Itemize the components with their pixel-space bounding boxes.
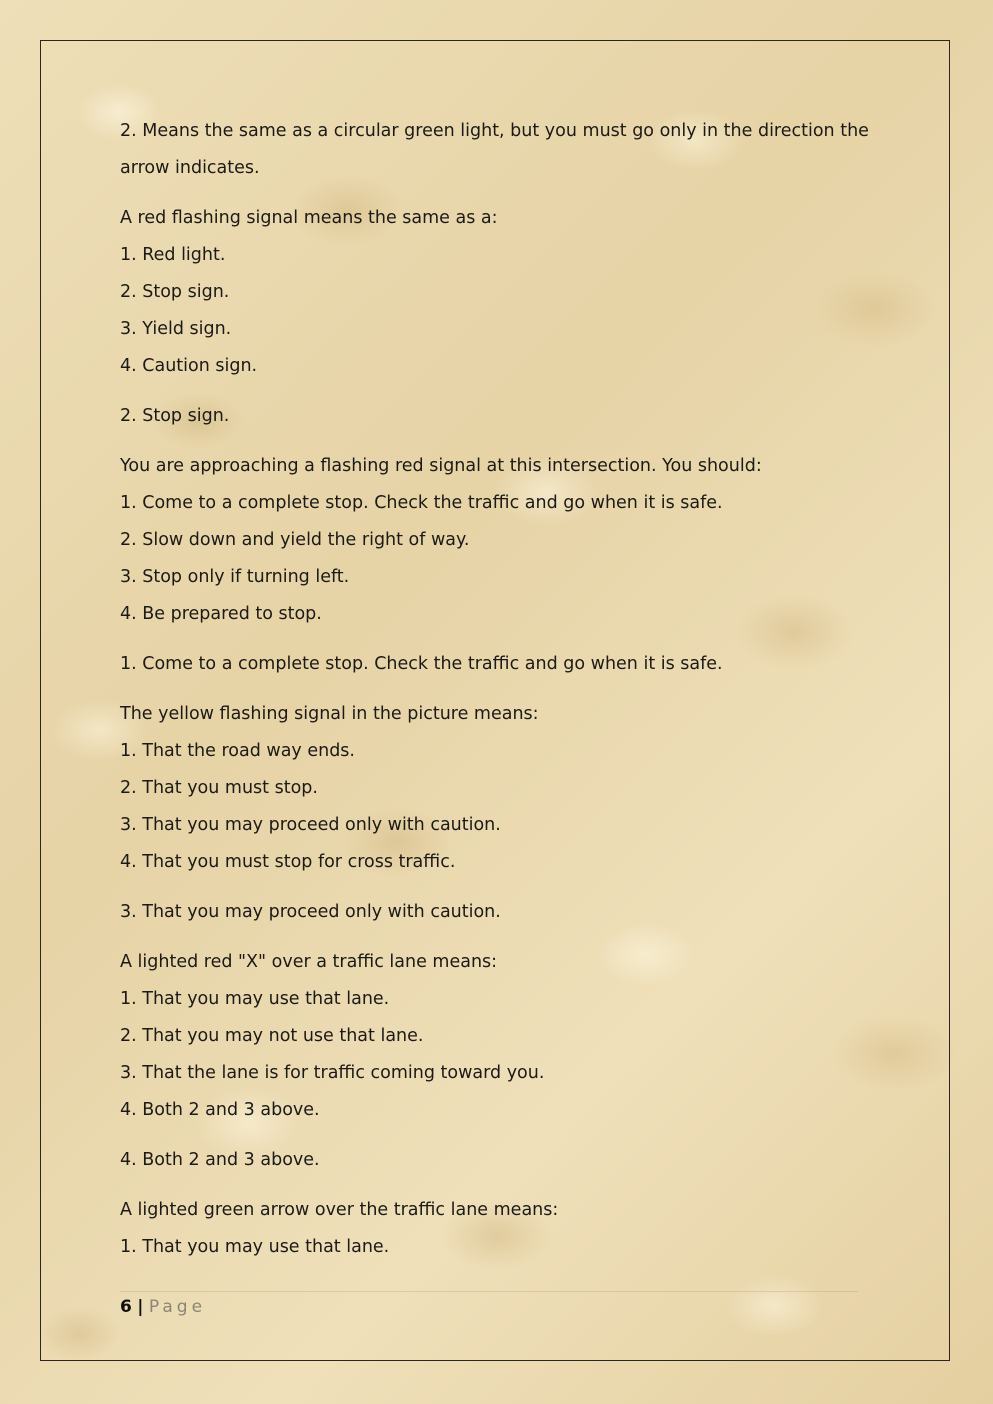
option: 3. Stop only if turning left. [120, 567, 350, 587]
option: 4. Caution sign. [120, 356, 258, 376]
page-word: Page [148, 1297, 207, 1317]
footer-separator: | [137, 1297, 144, 1317]
option: 2. Slow down and yield the right of way. [120, 530, 470, 550]
answer-line: 2. Means the same as a circular green light, but you must go only in the direction the [120, 121, 869, 141]
option: 4. Both 2 and 3 above. [120, 1100, 320, 1120]
option: 2. That you must stop. [120, 778, 318, 798]
question-green-arrow: A lighted green arrow over the traffic lane means: [120, 1200, 559, 1220]
page-footer [120, 1295, 206, 1319]
option: 1. That you may use that lane. [120, 989, 390, 1009]
option: 1. Come to a complete stop. Check the traffic and go when it is safe. [120, 493, 723, 513]
question-yellow-flashing: The yellow flashing signal in the picture means: [120, 704, 539, 724]
question-red-x: A lighted red "X" over a traffic lane means: [120, 952, 498, 972]
answer-line: 2. Stop sign. [120, 406, 230, 426]
question-red-flashing: A red flashing signal means the same as a: [120, 208, 498, 228]
option: 4. That you must stop for cross traffic. [120, 852, 456, 872]
option: 3. That you may proceed only with caution. [120, 815, 501, 835]
option: 1. Red light. [120, 245, 226, 265]
answer-line: 1. Come to a complete stop. Check the traffic and go when it is safe. [120, 654, 723, 674]
document-body [120, 113, 869, 1266]
page-number: 6 [120, 1297, 132, 1317]
answer-line: 3. That you may proceed only with caution. [120, 902, 501, 922]
footer-divider [120, 1291, 858, 1292]
answer-line: 4. Both 2 and 3 above. [120, 1150, 320, 1170]
option: 2. Stop sign. [120, 282, 230, 302]
option: 1. That you may use that lane. [120, 1237, 390, 1257]
option: 3. That the lane is for traffic coming toward you. [120, 1063, 545, 1083]
option: 1. That the road way ends. [120, 741, 355, 761]
answer-line-continuation: arrow indicates. [120, 158, 260, 178]
option: 2. That you may not use that lane. [120, 1026, 424, 1046]
option: 4. Be prepared to stop. [120, 604, 322, 624]
option: 3. Yield sign. [120, 319, 232, 339]
question-approaching-red: You are approaching a flashing red signal at this intersection. You should: [120, 456, 762, 476]
